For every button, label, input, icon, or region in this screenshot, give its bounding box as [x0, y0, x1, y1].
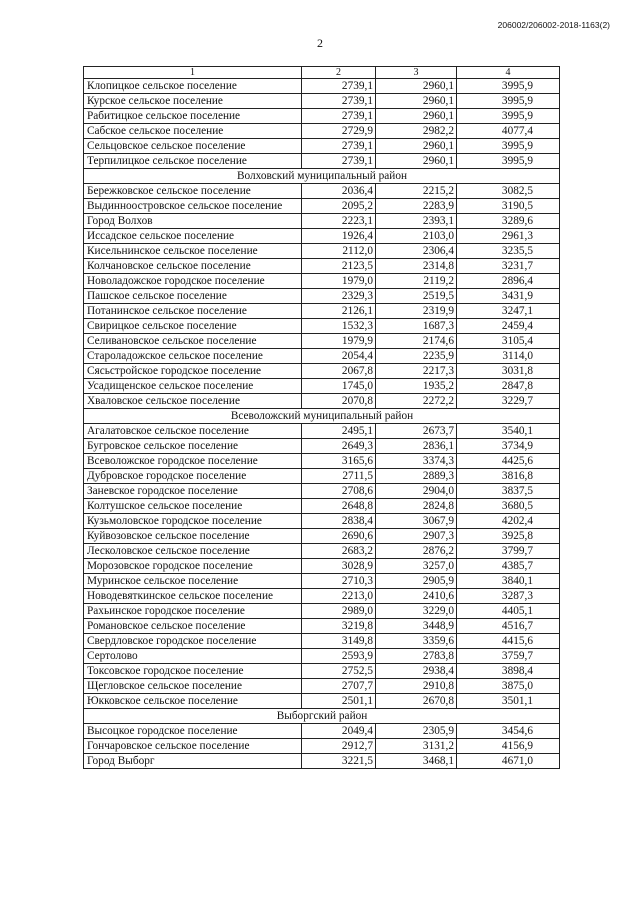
value-cell: 2896,4 [457, 274, 560, 289]
table-row [84, 514, 560, 529]
value-cell: 1935,2 [376, 379, 457, 394]
value-cell: 2960,1 [376, 94, 457, 109]
settlement-name: Агалатовское сельское поселение [84, 424, 302, 439]
page-number: 2 [317, 36, 323, 50]
value-cell: 2126,1 [302, 304, 376, 319]
value-cell: 3287,3 [457, 589, 560, 604]
value-cell: 3540,1 [457, 424, 560, 439]
settlement-name: Рахьинское городское поселение [84, 604, 302, 619]
value-cell: 3247,1 [457, 304, 560, 319]
settlement-name: Город Выборг [84, 754, 302, 769]
value-cell: 2961,3 [457, 229, 560, 244]
table-row [84, 604, 560, 619]
value-cell: 2593,9 [302, 649, 376, 664]
settlement-name: Кисельнинское сельское поселение [84, 244, 302, 259]
settlement-name: Селивановское сельское поселение [84, 334, 302, 349]
value-cell: 3229,7 [457, 394, 560, 409]
value-cell: 2036,4 [302, 184, 376, 199]
table-row [84, 754, 560, 769]
value-cell: 3995,9 [457, 139, 560, 154]
value-cell: 3114,0 [457, 349, 560, 364]
table-row [84, 124, 560, 139]
table-row [84, 259, 560, 274]
value-cell: 2838,4 [302, 514, 376, 529]
value-cell: 2393,1 [376, 214, 457, 229]
settlement-name: Иссадское сельское поселение [84, 229, 302, 244]
value-cell: 2824,8 [376, 499, 457, 514]
value-cell: 2752,5 [302, 664, 376, 679]
value-cell: 2783,8 [376, 649, 457, 664]
value-cell: 1745,0 [302, 379, 376, 394]
value-cell: 2690,6 [302, 529, 376, 544]
value-cell: 3759,7 [457, 649, 560, 664]
table-row [84, 619, 560, 634]
value-cell: 2305,9 [376, 724, 457, 739]
value-cell: 2836,1 [376, 439, 457, 454]
value-cell: 2306,4 [376, 244, 457, 259]
settlement-name: Новоладожское городское поселение [84, 274, 302, 289]
value-cell: 3468,1 [376, 754, 457, 769]
value-cell: 2960,1 [376, 139, 457, 154]
table-row [84, 349, 560, 364]
settlement-name: Сельцовское сельское поселение [84, 139, 302, 154]
value-cell: 2739,1 [302, 154, 376, 169]
column-header: 3 [376, 67, 457, 79]
value-cell: 2123,5 [302, 259, 376, 274]
settlement-name: Дубровское городское поселение [84, 469, 302, 484]
table-row [84, 574, 560, 589]
value-cell: 3995,9 [457, 109, 560, 124]
settlement-name: Кузьмоловское городское поселение [84, 514, 302, 529]
value-cell: 3501,1 [457, 694, 560, 709]
column-header: 1 [84, 67, 302, 79]
value-cell: 3105,4 [457, 334, 560, 349]
table-row [84, 589, 560, 604]
value-cell: 2739,1 [302, 109, 376, 124]
table-row [84, 529, 560, 544]
value-cell: 3837,5 [457, 484, 560, 499]
value-cell: 2989,0 [302, 604, 376, 619]
value-cell: 2119,2 [376, 274, 457, 289]
table-row [84, 634, 560, 649]
value-cell: 2103,0 [376, 229, 457, 244]
value-cell: 4516,7 [457, 619, 560, 634]
value-cell: 4385,7 [457, 559, 560, 574]
table-body [84, 67, 560, 769]
table-row [84, 109, 560, 124]
settlement-name: Сясьстройское городское поселение [84, 364, 302, 379]
value-cell: 3231,7 [457, 259, 560, 274]
value-cell: 2889,3 [376, 469, 457, 484]
value-cell: 3221,5 [302, 754, 376, 769]
table-row [84, 394, 560, 409]
table-row [84, 679, 560, 694]
value-cell: 2670,8 [376, 694, 457, 709]
value-cell: 4671,0 [457, 754, 560, 769]
table-row [84, 199, 560, 214]
settlement-name: Город Волхов [84, 214, 302, 229]
document-id: 206002/206002-2018-1163(2) [497, 20, 610, 30]
settlement-name: Лесколовское сельское поселение [84, 544, 302, 559]
section-title: Выборгский район [84, 709, 560, 724]
value-cell: 2912,7 [302, 739, 376, 754]
settlement-name: Клопицкое сельское поселение [84, 79, 302, 94]
value-cell: 3359,6 [376, 634, 457, 649]
table-row [84, 664, 560, 679]
value-cell: 1532,3 [302, 319, 376, 334]
value-cell: 2960,1 [376, 79, 457, 94]
value-cell: 3190,5 [457, 199, 560, 214]
settlement-name: Высоцкое городское поселение [84, 724, 302, 739]
value-cell: 3448,9 [376, 619, 457, 634]
value-cell: 2319,9 [376, 304, 457, 319]
value-cell: 3235,5 [457, 244, 560, 259]
value-cell: 3995,9 [457, 94, 560, 109]
table-row [84, 244, 560, 259]
table-row [84, 499, 560, 514]
value-cell: 2729,9 [302, 124, 376, 139]
table-row [84, 94, 560, 109]
settlement-name: Бугровское сельское поселение [84, 439, 302, 454]
settlement-name: Юкковское сельское поселение [84, 694, 302, 709]
settlement-name: Колтушское сельское поселение [84, 499, 302, 514]
value-cell: 2710,3 [302, 574, 376, 589]
settlement-name: Щегловское сельское поселение [84, 679, 302, 694]
value-cell: 4077,4 [457, 124, 560, 139]
value-cell: 2070,8 [302, 394, 376, 409]
settlement-name: Гончаровское сельское поселение [84, 739, 302, 754]
settlement-name: Потанинское сельское поселение [84, 304, 302, 319]
settlement-name: Сертолово [84, 649, 302, 664]
value-cell: 2272,2 [376, 394, 457, 409]
value-cell: 2223,1 [302, 214, 376, 229]
value-cell: 3131,2 [376, 739, 457, 754]
settlement-name: Курское сельское поселение [84, 94, 302, 109]
settlement-name: Муринское сельское поселение [84, 574, 302, 589]
table-row [84, 319, 560, 334]
value-cell: 4405,1 [457, 604, 560, 619]
table-row [84, 229, 560, 244]
section-row [84, 709, 560, 724]
section-row [84, 169, 560, 184]
value-cell: 1926,4 [302, 229, 376, 244]
value-cell: 3257,0 [376, 559, 457, 574]
value-cell: 2960,1 [376, 154, 457, 169]
value-cell: 2707,7 [302, 679, 376, 694]
settlement-name: Куйвозовское сельское поселение [84, 529, 302, 544]
value-cell: 3898,4 [457, 664, 560, 679]
value-cell: 3219,8 [302, 619, 376, 634]
table-row [84, 484, 560, 499]
value-cell: 3031,8 [457, 364, 560, 379]
section-title: Волховский муниципальный район [84, 169, 560, 184]
value-cell: 2905,9 [376, 574, 457, 589]
table-row [84, 739, 560, 754]
value-cell: 2739,1 [302, 79, 376, 94]
table-row [84, 214, 560, 229]
value-cell: 2329,3 [302, 289, 376, 304]
value-cell: 2217,3 [376, 364, 457, 379]
value-cell: 2673,7 [376, 424, 457, 439]
settlement-name: Свердловское городское поселение [84, 634, 302, 649]
settlement-name: Усадищенское сельское поселение [84, 379, 302, 394]
value-cell: 2907,3 [376, 529, 457, 544]
table-row [84, 454, 560, 469]
settlement-name: Терпилицкое сельское поселение [84, 154, 302, 169]
value-cell: 2095,2 [302, 199, 376, 214]
column-header: 4 [457, 67, 560, 79]
table-row [84, 694, 560, 709]
value-cell: 2847,8 [457, 379, 560, 394]
value-cell: 2904,0 [376, 484, 457, 499]
table-row [84, 544, 560, 559]
value-cell: 2235,9 [376, 349, 457, 364]
value-cell: 3229,0 [376, 604, 457, 619]
settlement-name: Выдинноостровское сельское поселение [84, 199, 302, 214]
value-cell: 3734,9 [457, 439, 560, 454]
settlement-name: Новодевяткинское сельское поселение [84, 589, 302, 604]
table-row [84, 79, 560, 94]
value-cell: 2708,6 [302, 484, 376, 499]
table-row [84, 334, 560, 349]
value-cell: 2174,6 [376, 334, 457, 349]
value-cell: 2213,0 [302, 589, 376, 604]
settlement-name: Рабитицкое сельское поселение [84, 109, 302, 124]
settlement-name: Хваловское сельское поселение [84, 394, 302, 409]
value-cell: 1687,3 [376, 319, 457, 334]
value-cell: 3995,9 [457, 154, 560, 169]
settlement-name: Колчановское сельское поселение [84, 259, 302, 274]
table-header-row [84, 67, 560, 79]
value-cell: 3028,9 [302, 559, 376, 574]
value-cell: 3149,8 [302, 634, 376, 649]
value-cell: 2739,1 [302, 94, 376, 109]
value-cell: 2495,1 [302, 424, 376, 439]
value-cell: 2314,8 [376, 259, 457, 274]
value-cell: 3799,7 [457, 544, 560, 559]
value-cell: 3067,9 [376, 514, 457, 529]
section-title: Всеволожский муниципальный район [84, 409, 560, 424]
value-cell: 3289,6 [457, 214, 560, 229]
value-cell: 2982,2 [376, 124, 457, 139]
value-cell: 2054,4 [302, 349, 376, 364]
value-cell: 2410,6 [376, 589, 457, 604]
section-row [84, 409, 560, 424]
value-cell: 3680,5 [457, 499, 560, 514]
settlement-name: Заневское городское поселение [84, 484, 302, 499]
value-cell: 4202,4 [457, 514, 560, 529]
value-cell: 2683,2 [302, 544, 376, 559]
settlement-name: Романовское сельское поселение [84, 619, 302, 634]
value-cell: 3454,6 [457, 724, 560, 739]
settlement-name: Всеволожское городское поселение [84, 454, 302, 469]
settlement-name: Пашское сельское поселение [84, 289, 302, 304]
settlement-name: Токсовское городское поселение [84, 664, 302, 679]
column-header: 2 [302, 67, 376, 79]
table-row [84, 469, 560, 484]
value-cell: 3840,1 [457, 574, 560, 589]
value-cell: 2501,1 [302, 694, 376, 709]
settlement-name: Сабское сельское поселение [84, 124, 302, 139]
value-cell: 1979,0 [302, 274, 376, 289]
value-cell: 2649,3 [302, 439, 376, 454]
value-cell: 2519,5 [376, 289, 457, 304]
settlement-name: Свирицкое сельское поселение [84, 319, 302, 334]
table-row [84, 439, 560, 454]
table-row [84, 304, 560, 319]
table-row [84, 154, 560, 169]
value-cell: 1979,9 [302, 334, 376, 349]
value-cell: 3082,5 [457, 184, 560, 199]
value-cell: 2910,8 [376, 679, 457, 694]
value-cell: 4415,6 [457, 634, 560, 649]
table-row [84, 289, 560, 304]
value-cell: 3374,3 [376, 454, 457, 469]
table-row [84, 424, 560, 439]
table-row [84, 379, 560, 394]
table-row [84, 184, 560, 199]
value-cell: 3925,8 [457, 529, 560, 544]
table-row [84, 724, 560, 739]
settlement-name: Староладожское сельское поселение [84, 349, 302, 364]
value-cell: 2648,8 [302, 499, 376, 514]
table-row [84, 139, 560, 154]
table-row [84, 274, 560, 289]
value-cell: 3875,0 [457, 679, 560, 694]
tariff-table [83, 66, 560, 769]
value-cell: 2960,1 [376, 109, 457, 124]
value-cell: 2739,1 [302, 139, 376, 154]
table-row [84, 559, 560, 574]
value-cell: 3995,9 [457, 79, 560, 94]
table-row [84, 649, 560, 664]
value-cell: 2459,4 [457, 319, 560, 334]
value-cell: 4156,9 [457, 739, 560, 754]
value-cell: 4425,6 [457, 454, 560, 469]
value-cell: 3165,6 [302, 454, 376, 469]
value-cell: 2283,9 [376, 199, 457, 214]
value-cell: 2049,4 [302, 724, 376, 739]
value-cell: 2112,0 [302, 244, 376, 259]
value-cell: 3816,8 [457, 469, 560, 484]
value-cell: 2215,2 [376, 184, 457, 199]
value-cell: 3431,9 [457, 289, 560, 304]
value-cell: 2876,2 [376, 544, 457, 559]
value-cell: 2938,4 [376, 664, 457, 679]
settlement-name: Бережковское сельское поселение [84, 184, 302, 199]
settlement-name: Морозовское городское поселение [84, 559, 302, 574]
value-cell: 2711,5 [302, 469, 376, 484]
value-cell: 2067,8 [302, 364, 376, 379]
table-row [84, 364, 560, 379]
